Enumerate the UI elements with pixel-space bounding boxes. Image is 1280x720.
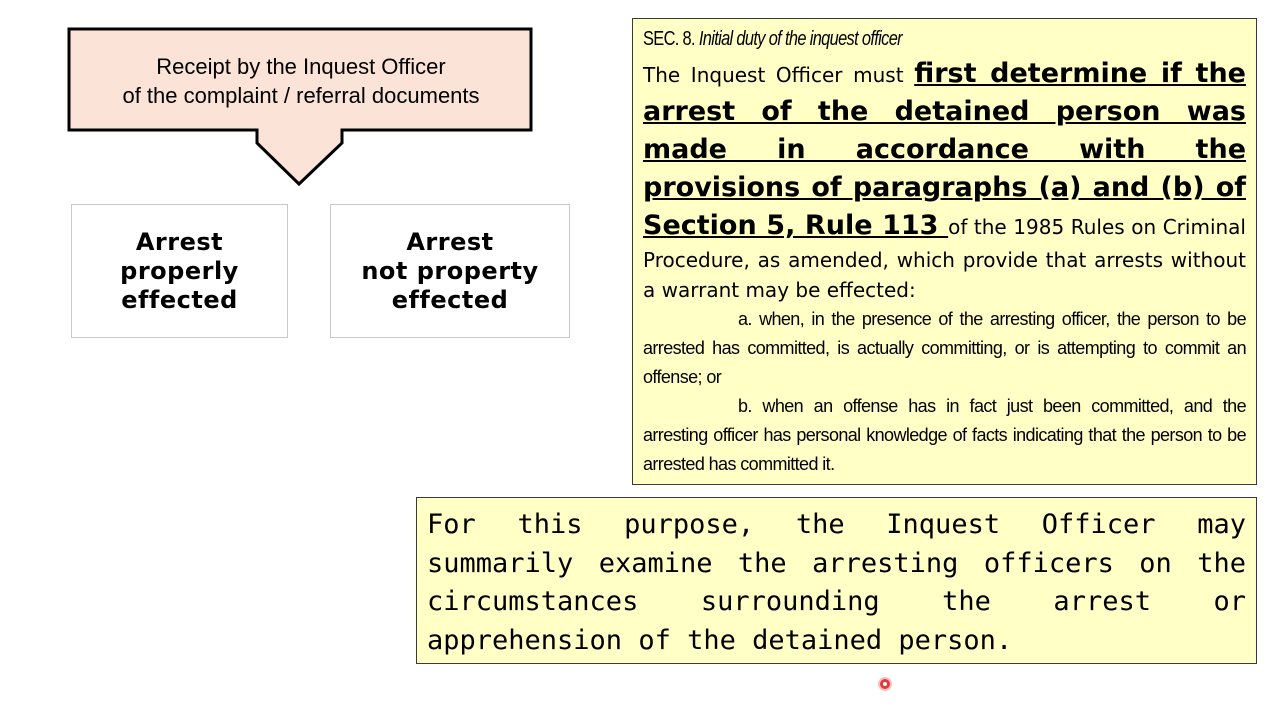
callout-line-2: of the complaint / referral documents: [122, 83, 480, 108]
callout-line-1: Receipt by the Inquest Officer: [156, 54, 446, 79]
outcome-box-arrest-not-properly-effected: [330, 204, 570, 338]
section-emphasis: first determine if the arrest of the detained person was made in accordance with the provisions of paragraphs (a) and (b) of Section 5, Rule 113: [643, 58, 1246, 241]
laser-pointer-icon: [880, 679, 890, 689]
section-item-a: a. when, in the presence of the arresting officer, the person to be arrested has committed, is actually committing, or is attempting to commit an offense; or: [643, 309, 1246, 387]
section-continuation: of the 1985 Rules on Criminal Procedure, as amended, which provide that arrests without a warrant may be effected:: [643, 215, 1246, 302]
section-item-b: b. when an offense has in fact just been committed, and the arresting officer has personal knowledge of facts indicating that the person to be arrested has committed it.: [643, 396, 1246, 474]
section-title: Initial duty of the inquest officer: [698, 28, 902, 50]
section-body: [643, 55, 1246, 305]
outcome-line: Arrest: [135, 227, 224, 256]
section-8-panel: [632, 18, 1257, 485]
callout-label: [72, 52, 530, 110]
summary-exam-note-panel: [416, 497, 1257, 664]
section-number: SEC. 8.: [643, 28, 695, 50]
outcome-line: properly: [120, 256, 239, 285]
outcome-line: effected: [121, 285, 238, 314]
outcome-box-arrest-properly-effected: [71, 204, 288, 338]
section-intro: The Inquest Officer must: [643, 63, 915, 87]
outcome-line: Arrest: [406, 227, 494, 256]
outcome-line: effected: [391, 285, 509, 314]
note-text: For this purpose, the Inquest Officer may summarily examine the arresting officers on the circumstances surrounding the arrest or apprehension of the detained person.: [427, 509, 1246, 656]
section-heading: [643, 25, 1137, 53]
outcome-line: not property: [361, 256, 539, 285]
section-items: [643, 305, 1246, 479]
